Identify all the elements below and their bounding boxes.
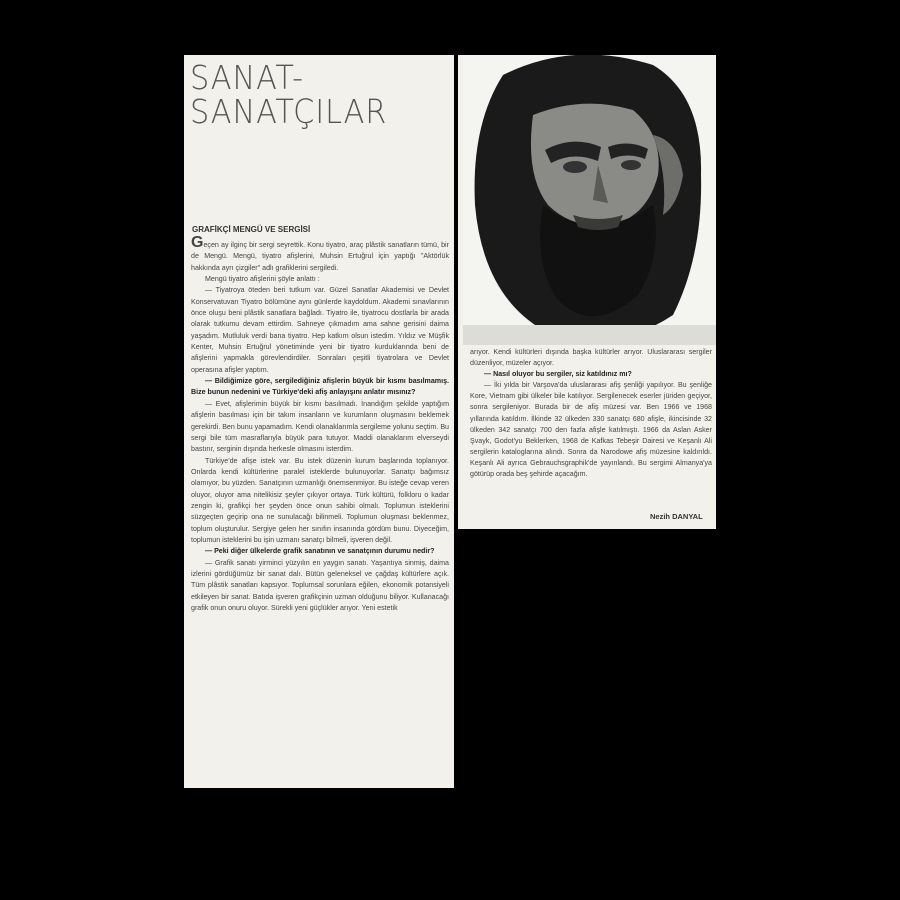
- section-title: GRAFİKÇİ MENGÜ VE SERGİSİ: [192, 225, 311, 234]
- paragraph: Mengü tiyatro afişlerini şöyle anlattı :: [205, 275, 320, 284]
- masthead-line-1: SANAT-: [190, 58, 304, 97]
- left-body-text: [191, 234, 449, 614]
- paragraph: Türkiye'de afişe istek var. Bu istek düzenin kurum başlarında toplanıyor. Onlarda kendi kültürlerine paralel isteklerde bulunuyorlar. Sanatçı bağımsız olamıyor, bu yüzden. Sanatçının uzmanlığı önemsenmiyor. Bu isteğe cevap veren oluyor, oluyor ama nitelikisiz şeyler çıkıyor ortaya. Türk kültürü, folkloru o kadar zengin ki, grafikçi her şeyden önce onun sahibi olmalı. Toplumun isteklerini süzgeçten geçirip ona ne sunulacağı bilinmeli. Toplumun oluşması beklenmez, toplum oluşturulur. Sergiye gelen her sınıfın insanında gördüm bunu. Diyeceğim, toplumun isteklerini bu işin uzmanı sanatçı bilmeli, işveren değil.: [191, 456, 449, 544]
- paragraph: — Grafik sanatı yirminci yüzyılın en yaygın sanatı. Yaşantıya sinmiş, daima izlerini gördüğümüz bir sanat dalı. Bütün geleneksel ve çağdaş kültürlere açık. Tüm plâstik sanatları kapsıyor. Toplumsal sorunlara eğilen, ekonomik potansiyeli etkileyen bir sanat. Batıda işveren grafikçinin uzman olduğunu biliyor. Kullanacağı grafik onun onuru oluyor. Sürekli yeni güçlükler arıyor. Yeni estetik: [191, 558, 449, 612]
- portrait-photo: [463, 55, 716, 345]
- paragraph: arıyor. Kendi kültürleri dışında başka kültürler arıyor. Uluslararası sergiler düzenliyor, müzeler açıyor.: [470, 348, 712, 368]
- author-signature: Nezih DANYAL: [650, 512, 703, 521]
- article-left-column: [184, 55, 454, 788]
- paragraph: — Evet, afişlerimin büyük bir kısmı basılmadı. İnandığım şekilde yaptığım afişlerin basılması için bir takım insanların ve kurumların oluşmasını beklemek gerekirdi. Ben bunu yapamadım. Kendi olanaklarımla sergileme yolunu seçtim. Bu sergi bile tüm masraflarıyla büyük para tutuyor. Maddi olanaklarım elverseydi bastırır, serginin dışında herkesle olmasını isterdim.: [191, 399, 449, 454]
- paragraph: Geçen ay ilginç bir sergi seyrettik. Konu tiyatro, araç plâstik sanatların tümü, bir de Mengü. Mengü, tiyatro afişlerini, Muhsin Ertuğrul için yaptığı "Aktörlük hakkında ayrı çizgiler" adlı grafiklerini sergiledi.: [191, 234, 449, 272]
- right-body-text: [470, 347, 712, 480]
- article-right-column: [458, 55, 716, 529]
- paragraph: — İki yılda bir Varşova'da uluslararası afiş şenliği yapılıyor. Bu şenliğe Kore, Vietnam gibi ülkeler bile katılıyor. Sergilenecek eserler jüriden geçiyor, sonra sergileniyor. Burada bir de afiş müzesi var. Ben 1966 ve 1968 yıllarında katıldım. İlkinde 32 ülkeden 330 sanatçı 680 afişle, ikincisinde 32 ülkeden 342 sanatçı 700 den fazla afişle katılmıştı. 1966 da Aslan Asker Şvayk, Godot'yu Beklerken, 1968 de Kafkas Tebeşir Dairesi ve Keşanlı Ali sergilerin kataloglarına alındı. Sonra da Narodowe afiş müzesine kaldırıldı. Keşanlı Ali ayrıca Gebrauchsgraphik'de yayınlandı. Bu sergimi Almanya'ya götürüp orada beş şehirde açacağım.: [470, 381, 712, 479]
- masthead: [190, 58, 448, 133]
- question: — Nasıl oluyor bu sergiler, siz katıldınız mı?: [484, 370, 632, 379]
- drop-cap: G: [191, 234, 204, 251]
- question: — Peki diğer ülkelerde grafik sanatının ve sanatçının durumu nedir?: [205, 547, 435, 556]
- paragraph: — Tiyatroya öteden beri tutkum var. Güzel Sanatlar Akademisi ve Devlet Konservatuvarı Tiyatro bölümüne aynı günlerde kaydoldum. Akademi sınavlarının önce oluşu beni plâstik sanatlara bağladı. Tiyatro ile, tiyatrocu dostlarla bir arada olarak tutkumu devam ettirdim. Sahneye çıkmadım ama sahne gerisini daima yaşadım. Mutluluk verdi bana tiyatro. Hep katkım olsun istedim. Yıldız ve Müşfik Kenter, Muhsin Ertuğrul yönetiminde yeni bir tiyatro kurduklarında beni de afişlerini yapmakla görevlendirdiler. Sonraları çeşitli tiyatrolara ve Devlet operasına afişler yaptım.: [191, 286, 449, 374]
- masthead-line-2: SANATÇILAR: [190, 92, 388, 131]
- question: — Bildiğimize göre, sergilediğiniz afişlerin büyük bir kısmı basılmamış. Bize bunun nedenini ve Türkiye'deki afiş anlayışını anlatır mısınız?: [191, 377, 449, 397]
